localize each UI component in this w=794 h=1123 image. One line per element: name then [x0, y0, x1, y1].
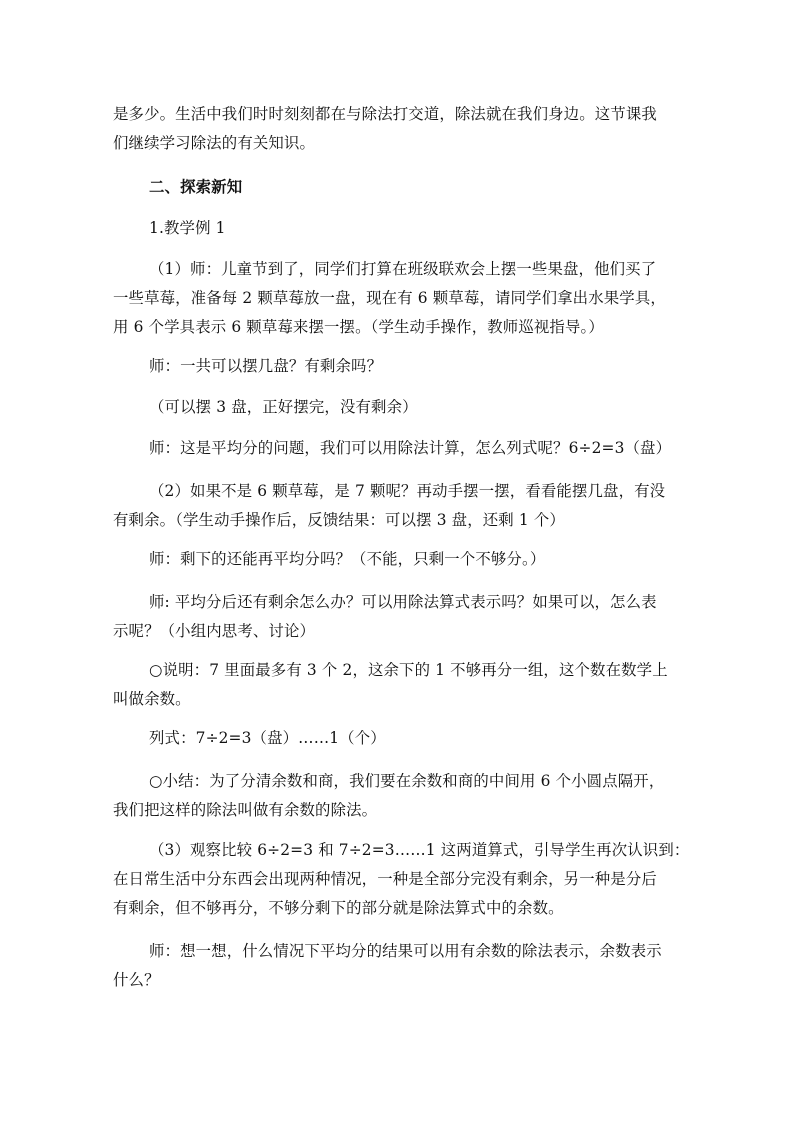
- paragraph-example-1-part-2: [113, 477, 719, 535]
- text-line: 我们把这样的除法叫做有余数的除法。: [113, 801, 378, 819]
- text-line: 们继续学习除法的有关知识。: [113, 134, 316, 152]
- heading-text: 二、探索新知: [149, 178, 243, 196]
- text-line: 1.教学例 1: [149, 219, 226, 237]
- text-line: 一些草莓，准备每 2 颗草莓放一盘，现在有 6 颗草莓，请同学们拿出水果学具，: [113, 289, 666, 307]
- paragraph-teacher-question-1: [113, 352, 719, 381]
- text-line: ○小结：为了分清余数和商，我们要在余数和商的中间用 6 个小圆点隔开，: [149, 772, 665, 790]
- subsection-heading: [113, 214, 719, 243]
- paragraph-teacher-equation: [113, 434, 719, 463]
- text-line: 有剩余，但不够再分，不够分剩下的部分就是除法算式中的余数。: [113, 899, 564, 917]
- text-line: ○说明：7 里面最多有 3 个 2，这余下的 1 不够再分一组，这个数在数学上: [149, 661, 668, 679]
- text-line: 叫做余数。: [113, 690, 191, 708]
- paragraph-explanation-remainder: [113, 656, 719, 714]
- text-line: 示呢？（小组内思考、讨论）: [113, 622, 316, 640]
- text-line: （2）如果不是 6 颗草莓，是 7 颗呢？再动手摆一摆，看看能摆几盘，有没: [149, 482, 666, 500]
- text-line: 列式：7÷2=3（盘）……1（个）: [149, 729, 386, 747]
- text-line: 师: 平均分后还有剩余怎么办？可以用除法算式表示吗？如果可以，怎么表: [149, 593, 657, 611]
- section-heading: [113, 173, 719, 202]
- paragraph-summary: [113, 767, 719, 825]
- text-line: 师：这是平均分的问题，我们可以用除法计算，怎么列式呢？6÷2=3（盘）: [149, 439, 672, 457]
- text-line: 是多少。生活中我们时时刻刻都在与除法打交道，除法就在我们身边。这节课我: [113, 105, 657, 123]
- paragraph-teacher-question-3: [113, 588, 719, 646]
- paragraph-example-1-part-1: [113, 255, 719, 342]
- paragraph-intro-continuation: [113, 100, 683, 158]
- text-line: （可以摆 3 盘，正好摆完，没有剩余）: [149, 398, 418, 416]
- text-line: 在日常生活中分东西会出现两种情况，一种是全部分完没有剩余，另一种是分后: [113, 870, 657, 888]
- paragraph-teacher-question-2: [113, 545, 719, 574]
- paragraph-equation-remainder: [113, 724, 719, 753]
- text-line: 有剩余。（学生动手操作后，反馈结果：可以摆 3 盘，还剩 1 个）: [113, 511, 565, 529]
- paragraph-teacher-question-4: [113, 937, 719, 995]
- text-line: 什么？: [113, 971, 160, 989]
- paragraph-example-1-part-3: [113, 836, 719, 923]
- text-line: 师：一共可以摆几盘？有剩余吗？: [149, 357, 383, 375]
- text-line: 师：剩下的还能再平均分吗？（不能，只剩一个不够分。）: [149, 550, 546, 568]
- text-line: （1）师：儿童节到了，同学们打算在班级联欢会上摆一些果盘，他们买了: [149, 260, 657, 278]
- text-line: 师：想一想，什么情况下平均分的结果可以用有余数的除法表示，余数表示: [149, 942, 662, 960]
- text-line: （3）观察比较 6÷2=3 和 7÷2=3……1 这两道算式，引导学生再次认识到：: [149, 841, 690, 859]
- paragraph-answer-1: [113, 393, 719, 422]
- text-line: 用 6 个学具表示 6 颗草莓来摆一摆。（学生动手操作，教师巡视指导。）: [113, 318, 604, 336]
